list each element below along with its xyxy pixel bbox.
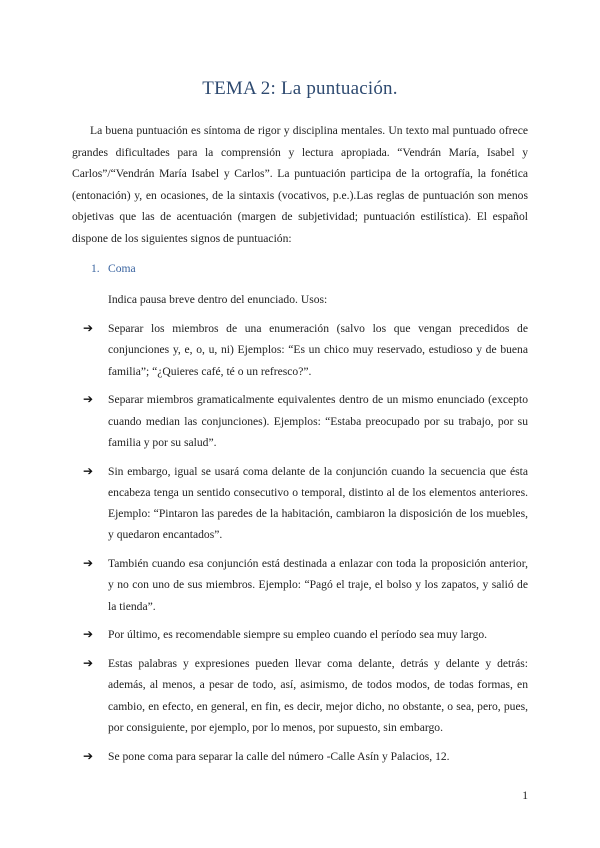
list-item (83, 389, 528, 453)
list-item (83, 624, 528, 645)
bullet-text: Se pone coma para separar la calle del número -Calle Asín y Palacios, 12. (108, 749, 450, 763)
bullet-text: Sin embargo, igual se usará coma delante de la conjunción cuando la secuencia que ésta encabeza tenga un sentido consecutivo o temporal, distinto al de los elementos anteriores. Ejemplo: “Pintaron las paredes de la habitación, cambiaron la disposición de los muebles, y quedaron encantados”. (108, 464, 528, 542)
bullet-text: Separar miembros gramaticalmente equivalentes dentro de un mismo enunciado (excepto cuando median las conjunciones). Ejemplos: “Estaba preocupado por su trabajo, por su familia y por su salud”. (108, 393, 528, 449)
list-item (83, 553, 528, 617)
list-item (83, 461, 528, 546)
right-arrow-icon: ➔ (83, 463, 94, 478)
bullet-text: Estas palabras y expresiones pueden llevar coma delante, detrás y delante y detrás: además, al menos, a pesar de todo, así, asimismo, de todos modos, de todas formas, en cambio, en efecto, en general, en fin, es decir, mejor dicho, no obstante, o sea, pero, pues, por consiguiente, por ejemplo, por lo menos, por supuesto, sin embargo. (108, 657, 528, 734)
uses-intro: Indica pausa breve dentro del enunciado. Usos: (108, 293, 328, 306)
list-item (83, 318, 528, 382)
section-title: Coma (108, 262, 136, 275)
intro-paragraph: La buena puntuación es síntoma de rigor y disciplina mentales. Un texto mal puntuado ofrece grandes dificultades para la comprensión y lectura apropiada. “Vendrán María, Isabel y Carlos”/“Vendrán María Isabel y Carlos”. La puntuación participa de la ortografía, la fonética (entonación) y, en ocasiones, de la sintaxis (vocativos, p.e.).Las reglas de puntuación son menos objetivas que las de acentuación (margen de subjetividad; puntuación estilística). El español dispone de los siguientes signos de puntuación: (72, 124, 528, 245)
page-number: 1 (522, 789, 528, 802)
right-arrow-icon: ➔ (83, 627, 94, 642)
bullet-text: Separar los miembros de una enumeración (salvo los que vengan precedidos de conjunciones y, e, o, u, ni) Ejemplos: “Es un chico muy reservado, estudioso y de buena familia”; “¿Quieres café, té o un refresco?”. (108, 322, 528, 378)
section-number: 1. (91, 262, 100, 275)
right-arrow-icon: ➔ (83, 656, 94, 671)
page-title: TEMA 2: La puntuación. (202, 78, 398, 99)
bullet-text: Por último, es recomendable siempre su empleo cuando el período sea muy largo. (108, 628, 488, 642)
section-heading (91, 262, 136, 275)
right-arrow-icon: ➔ (83, 748, 94, 763)
list-item (83, 746, 528, 767)
list-item (83, 653, 528, 738)
bullet-text: También cuando esa conjunción está destinada a enlazar con toda la proposición anterior, y no con uno de sus miembros. Ejemplo: “Pagó el traje, el bolso y los zapatos, y salió de la tienda”. (108, 557, 528, 613)
right-arrow-icon: ➔ (83, 392, 94, 407)
right-arrow-icon: ➔ (83, 321, 94, 335)
bullet-list (83, 318, 528, 774)
right-arrow-icon: ➔ (83, 556, 94, 571)
